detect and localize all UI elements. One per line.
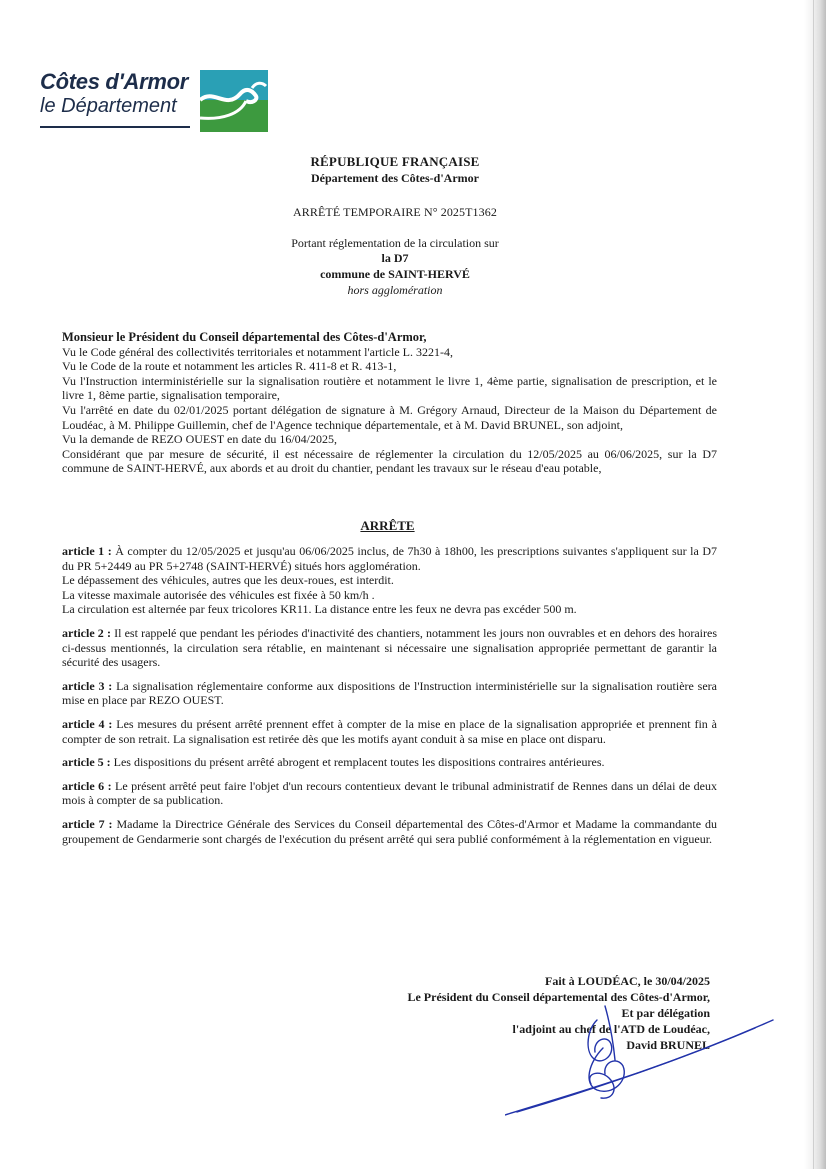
article-line: La circulation est alternée par feux tricolores KR11. La distance entre les feux ne devra pas excéder 500 m. <box>62 602 577 617</box>
article-text: La signalisation réglementaire conforme aux dispositions de l'Instruction interministérielle sur la signalisation routière sera mise en place par REZO OUEST. <box>62 678 718 708</box>
visa-item: Vu le Code de la route et notamment les articles R. 411-8 et R. 413-1, <box>62 359 397 374</box>
commune-name: commune de SAINT-HERVÉ <box>320 267 470 281</box>
article-label: article 7 : <box>62 816 113 831</box>
logo-subtitle: le Département <box>40 95 177 117</box>
article-label: article 1 : <box>62 544 112 558</box>
logo-title: Côtes d'Armor <box>40 69 189 94</box>
arrete-title: ARRÊTE <box>360 518 415 533</box>
visa-item: Vu l'arrêté en date du 02/01/2025 portant délégation de signature à M. Grégory Arnaud, Directeur de la Maison du Département de Loudéac, à M. Philippe Guillemin, chef de l'Agence technique départementale, et à M. David BRUNEL, son adjoint, <box>62 402 717 432</box>
article-7 <box>62 817 717 846</box>
logo-underline <box>40 126 190 128</box>
signatory-title: Le Président du Conseil départemental des Côtes-d'Armor, <box>407 990 710 1004</box>
arrete-number: ARRÊTÉ TEMPORAIRE N° 2025T1362 <box>293 205 497 219</box>
page-edge-shadow <box>804 0 826 1169</box>
department-heading: Département des Côtes-d'Armor <box>311 171 479 185</box>
article-line: Le dépassement des véhicules, autres que les deux-roues, est interdit. <box>62 573 394 588</box>
visas-lead: Monsieur le Président du Conseil départemental des Côtes-d'Armor, <box>62 330 427 344</box>
article-text: Les mesures du présent arrêté prennent effet à compter de la mise en place de la signalisation appropriée et prennent fin à compter de son retrait. La signalisation est retirée dès que les motifs ayant conduit à sa mise en place ont disparu. <box>62 716 717 746</box>
visa-item: Considérant que par mesure de sécurité, il est nécessaire de réglementer la circulation du 12/05/2025 au 06/06/2025, sur la D7 commune de SAINT-HERVÉ, aux abords et au droit du chantier, pendant les travaux sur le réseau d'eau potable, <box>62 446 717 476</box>
article-4 <box>62 717 717 746</box>
article-line: La vitesse maximale autorisée des véhicules est fixée à 50 km/h . <box>62 587 375 602</box>
article-1 <box>62 544 717 617</box>
article-text: Madame la Directrice Générale des Services du Conseil départemental des Côtes-d'Armor et Madame la commandante du groupement de Gendarmerie sont chargés de l'exécution du présent arrêté qui sera publié conformément à la réglementation en vigueur. <box>62 816 718 846</box>
location-qualifier: hors agglomération <box>347 283 443 297</box>
road-name: la D7 <box>381 251 409 265</box>
signatory-role: l'adjoint au chef de l'ATD de Loudéac, <box>512 1022 710 1036</box>
visa-item: Vu le Code général des collectivités territoriales et notamment l'article L. 3221-4, <box>62 344 453 359</box>
articles-section <box>62 544 717 855</box>
article-label: article 2 : <box>62 625 111 640</box>
handwritten-signature <box>505 1000 775 1125</box>
article-label: article 6 : <box>62 778 112 793</box>
article-label: article 3 : <box>62 678 113 693</box>
article-5 <box>62 755 717 770</box>
visa-item: Vu la demande de REZO OUEST en date du 16/04/2025, <box>62 432 338 447</box>
visas-section <box>62 330 717 476</box>
article-text: Les dispositions du présent arrêté abrogent et remplacent toutes les dispositions contraires antérieures. <box>113 755 605 770</box>
delegation-line: Et par délégation <box>621 1006 710 1020</box>
department-logo <box>40 70 275 134</box>
article-label: article 5 : <box>62 755 111 770</box>
logo-emblem-icon <box>200 70 268 132</box>
article-label: article 4 : <box>62 716 113 731</box>
subject-line: Portant réglementation de la circulation sur <box>291 236 499 250</box>
place-date: Fait à LOUDÉAC, le 30/04/2025 <box>545 974 710 988</box>
signatory-name: David BRUNEL <box>626 1038 710 1052</box>
article-text: À compter du 12/05/2025 et jusqu'au 06/06/2025 inclus, de 7h30 à 18h00, les prescriptions suivantes s'appliquent sur la D7 du PR 5+2449 au PR 5+2748 (SAINT-HERVÉ) situés hors agglomération. <box>62 544 717 573</box>
article-text: Le présent arrêté peut faire l'objet d'un recours contentieux devant le tribunal administratif de Rennes dans un délai de deux mois à compter de sa publication. <box>62 778 718 808</box>
article-text: Il est rappelé que pendant les périodes d'inactivité des chantiers, notamment les jours non ouvrables et en dehors des horaires ci-dessus mentionnés, la circulation sera rétablie, en maintenant si nécessaire une signalisation appropriée permettant de garantir la sécurité des usagers. <box>62 625 718 670</box>
article-3 <box>62 679 717 708</box>
logo-text <box>40 70 188 118</box>
republic-heading: RÉPUBLIQUE FRANÇAISE <box>310 154 480 169</box>
visa-item: Vu l'Instruction interministérielle sur la signalisation routière et notamment le livre 1, 4ème partie, signalisation de prescription, et le livre 1, 8ème partie, signalisation temporaire, <box>62 373 717 403</box>
article-6 <box>62 779 717 808</box>
article-2 <box>62 626 717 670</box>
page-edge-line <box>813 0 814 1169</box>
